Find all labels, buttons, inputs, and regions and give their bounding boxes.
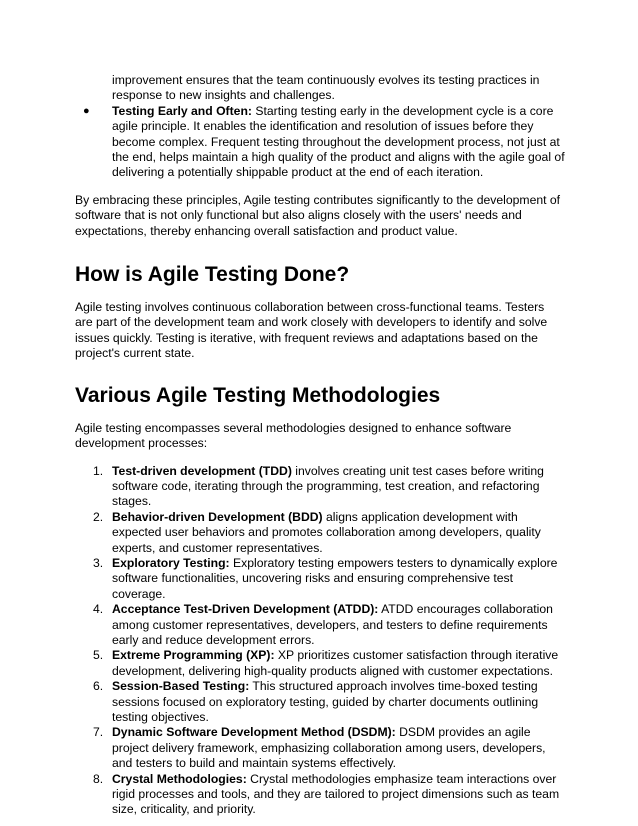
item-text: XP prioritizes customer satisfaction through iterative development, delivering high-quality products aligned with customer expectations. xyxy=(112,648,559,678)
principles-list xyxy=(75,104,565,181)
list-item xyxy=(75,648,565,679)
item-text: involves creating unit test cases before writing software code, iterating through the programming, test creation, and refactoring stages. xyxy=(112,463,544,509)
item-number: 4. xyxy=(93,602,104,617)
item-number: 2. xyxy=(93,509,104,524)
item-title: Dynamic Software Development Method (DSDM): xyxy=(112,725,396,740)
list-item xyxy=(75,556,565,602)
list-item xyxy=(75,464,565,510)
item-number: 3. xyxy=(93,555,104,570)
bullet-title: Testing Early and Often: xyxy=(112,103,252,118)
intro-continuation: improvement ensures that the team continuously evolves its testing practices in response to new insights and challenges. xyxy=(112,73,540,103)
section-methods-intro: Agile testing encompasses several methodologies designed to enhance software development processes: xyxy=(75,420,512,451)
item-number: 7. xyxy=(93,725,104,740)
item-number: 1. xyxy=(93,463,104,478)
item-title: Acceptance Test-Driven Development (ATDD): xyxy=(112,602,379,617)
item-title: Crystal Methodologies: xyxy=(112,771,247,786)
section-heading-how: How is Agile Testing Done? xyxy=(75,263,350,287)
item-text: aligns application development with expected user behaviors and promotes collaboration among developers, quality experts, and customer representatives. xyxy=(112,509,541,555)
document-content xyxy=(75,73,565,818)
item-number: 5. xyxy=(93,648,104,663)
item-title: Exploratory Testing: xyxy=(112,555,230,570)
item-number: 8. xyxy=(93,771,104,786)
list-item xyxy=(75,104,565,181)
item-text: This structured approach involves time-boxed testing sessions focused on exploratory testing, guided by charter documents outlining testing objectives. xyxy=(112,679,539,724)
list-item xyxy=(75,725,565,771)
item-text: ATDD encourages collaboration among customer representatives, developers, and testers to define requirements early and reduce development errors. xyxy=(112,602,553,647)
item-text: DSDM provides an agile project delivery framework, emphasizing collaboration among users, developers, and testers to build and maintain systems effectively. xyxy=(112,725,546,771)
list-item xyxy=(75,772,565,818)
bullet-text: Starting testing early in the development cycle is a core agile principle. It enables the identification and resolution of issues before they become complex. Frequent testing throughout the development process, not just at the end, helps maintain a high quality of the product and aligns with the agile goal of delivering a potentially shippable product at the end of each iteration. xyxy=(112,103,565,180)
list-item xyxy=(75,510,565,556)
section-how-paragraph: Agile testing involves continuous collaboration between cross-functional teams. Testers are part of the development team and work closely with developers to identify and solve issues quickly. Testing is iterative, with frequent reviews and adaptations based on the project's current state. xyxy=(75,300,548,361)
item-title: Test-driven development (TDD) xyxy=(112,463,292,478)
item-title: Extreme Programming (XP): xyxy=(112,648,275,663)
methodologies-list xyxy=(75,464,565,818)
summary-paragraph: By embracing these principles, Agile testing contributes significantly to the development of software that is not only functional but also aligns closely with the users' needs and expectations, thereby enhancing overall satisfaction and product value. xyxy=(75,192,561,238)
item-number: 6. xyxy=(93,679,104,694)
list-item xyxy=(75,602,565,648)
bullet-marker: ● xyxy=(83,104,90,117)
item-text: Crystal methodologies emphasize team interactions over rigid processes and tools, and they are tailored to project dimensions such as team size, criticality, and priority. xyxy=(112,771,560,817)
item-text: Exploratory testing empowers testers to dynamically explore software functionalities, uncovering risks and ensuring comprehensive test coverage. xyxy=(112,555,558,601)
item-title: Session-Based Testing: xyxy=(112,679,250,694)
item-title: Behavior-driven Development (BDD) xyxy=(112,509,323,524)
list-item xyxy=(75,679,565,725)
section-heading-methods: Various Agile Testing Methodologies xyxy=(75,383,441,407)
